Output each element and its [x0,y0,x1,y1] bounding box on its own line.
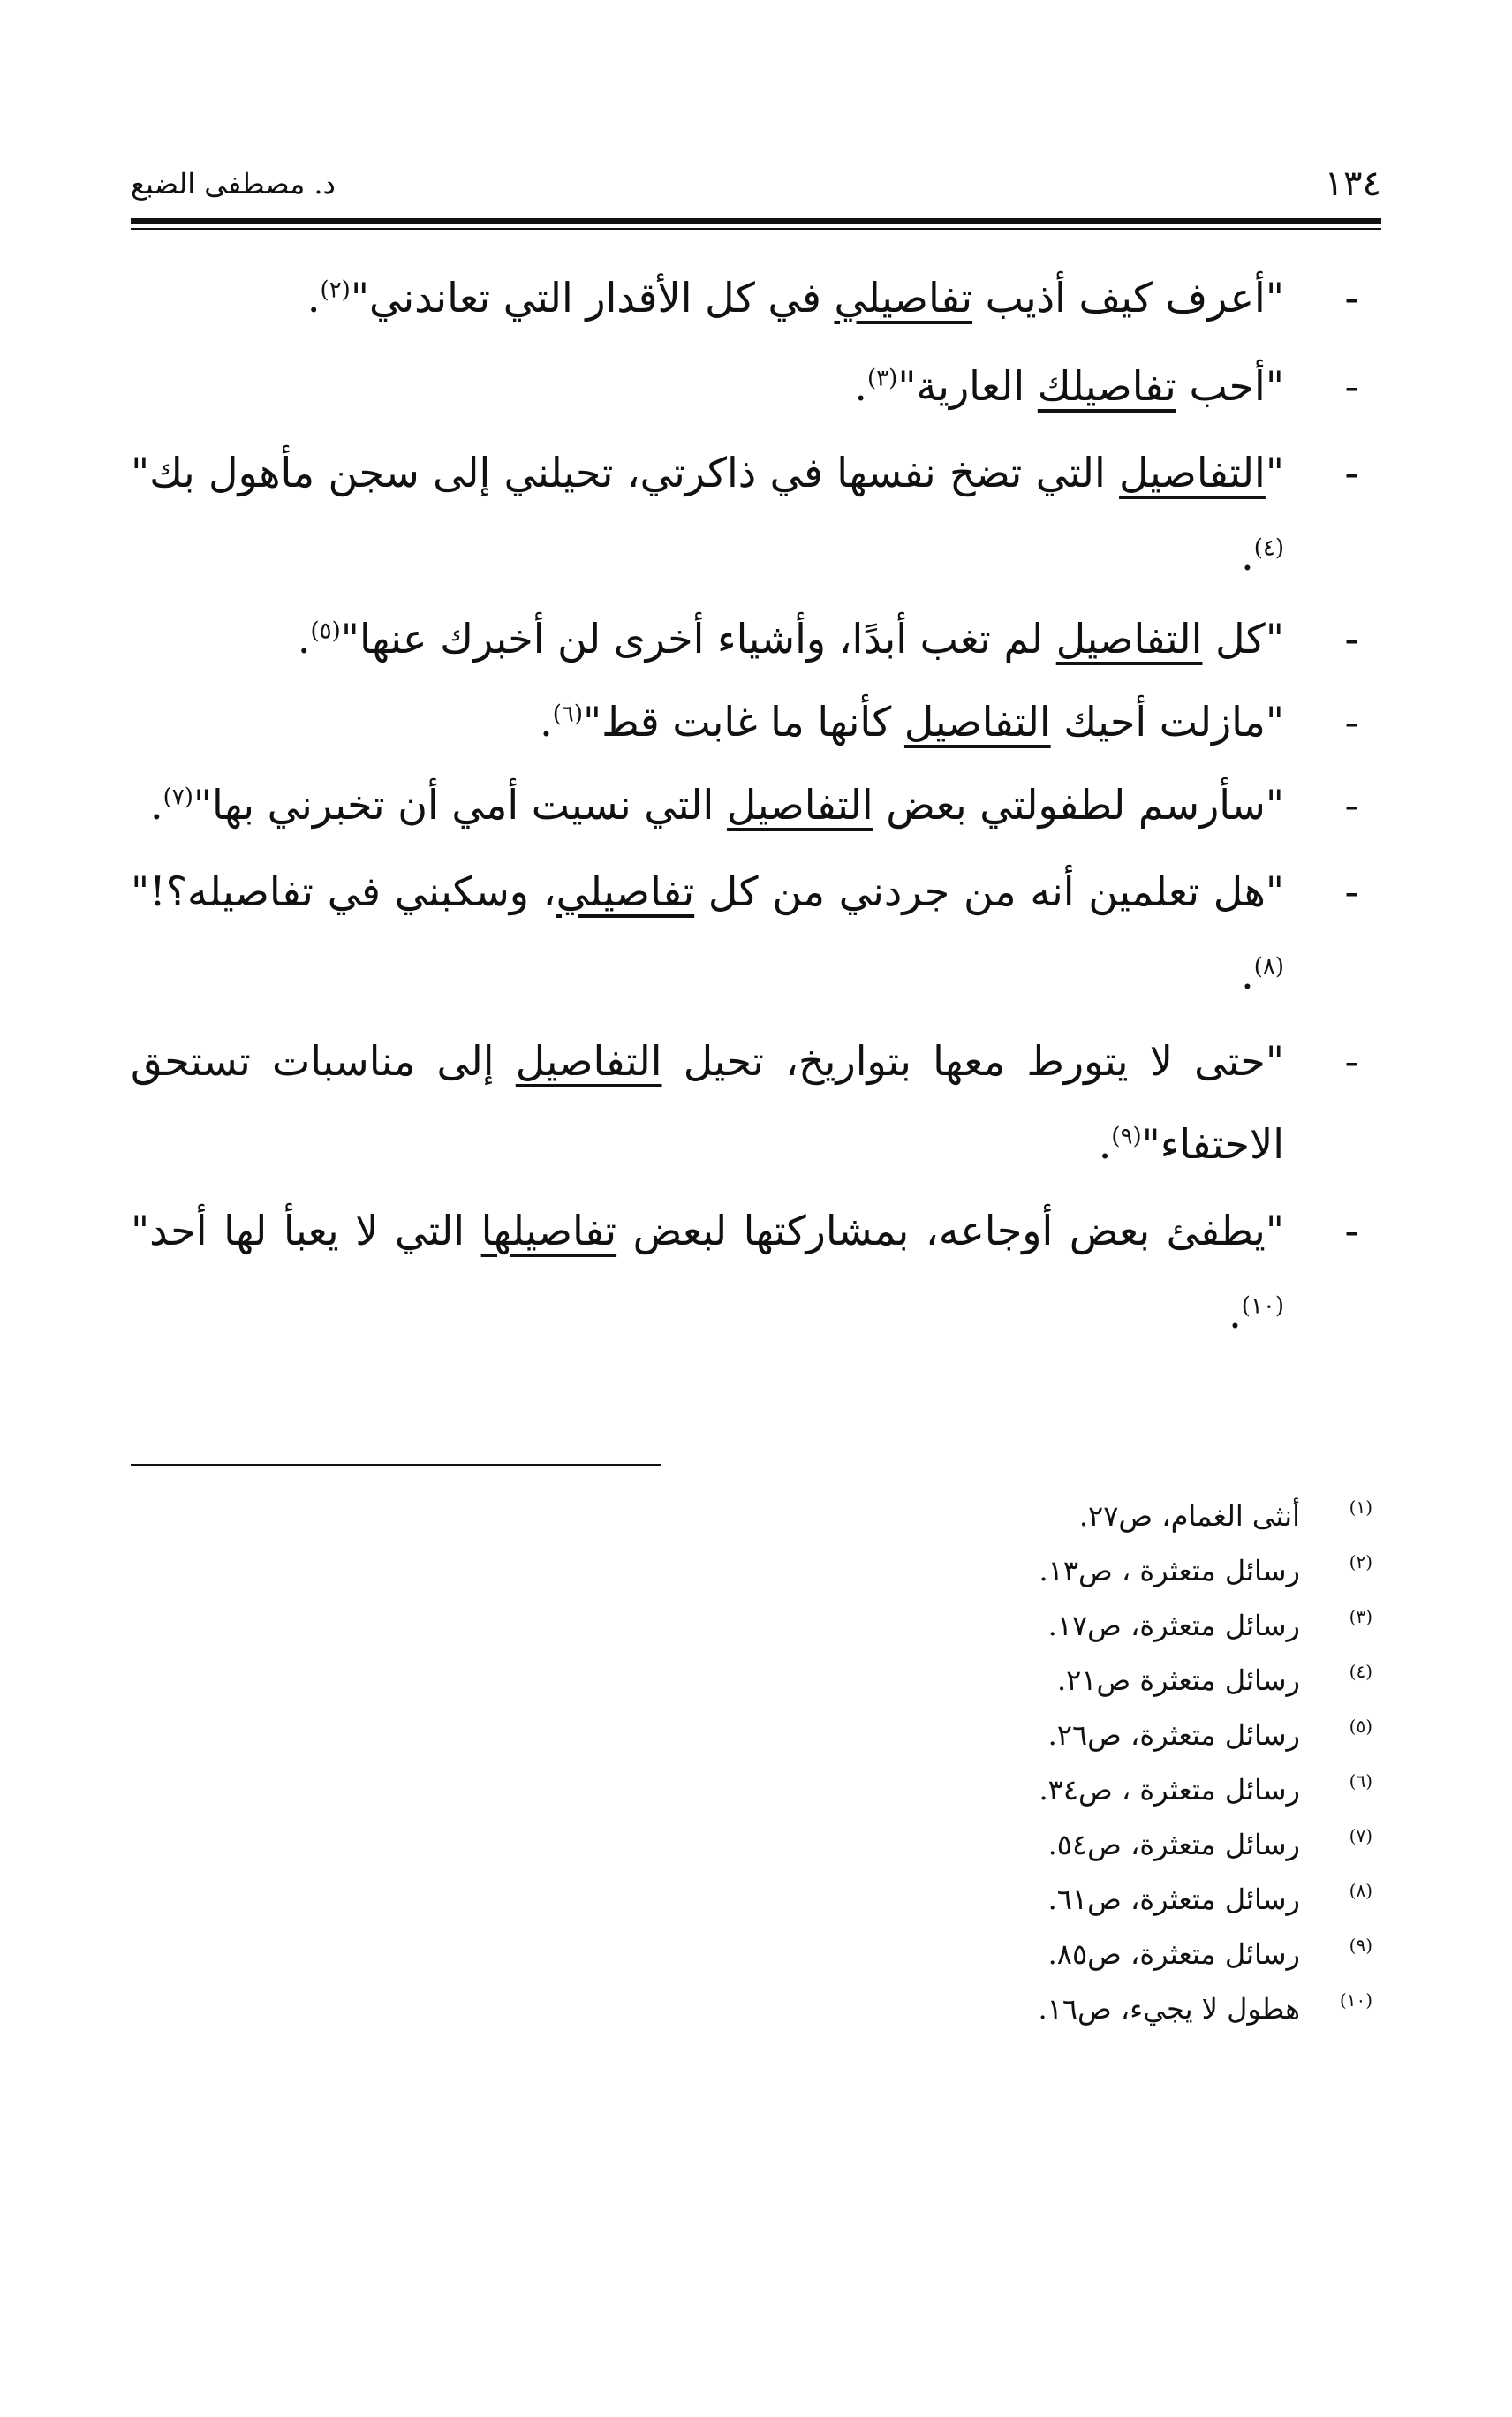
quote-text: التي لا يعبأ لها أحد" [131,1207,481,1254]
footnote-number: (١) [1349,1496,1372,1518]
quote-end: . [854,362,868,410]
footnote-ref: (٤) [1253,534,1284,562]
quote-dash: - [1344,362,1358,410]
footnote [131,1708,1381,1762]
footnote-number: (٤) [1349,1661,1372,1682]
quote-text: "سأرسم لطفولتي بعض [873,781,1284,829]
footnote-text: رسائل متعثرة ، ص١٣. [1039,1554,1300,1587]
quote-end: . [306,274,321,322]
quote-text: "كل [1202,615,1284,663]
footnote-text: رسائل متعثرة ص٢١. [1056,1663,1300,1697]
footnote-text: هطول لا يجيء، ص١٦. [1038,1992,1300,2026]
footnote-number: (٥) [1349,1716,1372,1737]
quote-text: في كل الأقدار التي تعاندني" [350,274,835,322]
quote-text: "هل تعلمين أنه من جردني من كل [694,868,1284,915]
footnote [131,1872,1381,1927]
quote-item [131,850,1381,1016]
footnote-number: (٨) [1349,1880,1372,1901]
running-header [131,157,1381,210]
quote-text: العارية" [897,362,1038,410]
footnote-text: رسائل متعثرة، ص٢٦. [1047,1718,1300,1752]
quote-underlined-word: التفاصيل [1119,449,1266,496]
quote-end: . [149,781,163,829]
quote-text: "يطفئ بعض أوجاعه، بمشاركتها لبعض [616,1207,1284,1254]
quote-item [131,680,1381,763]
footnote-ref: (١٠) [1241,1292,1284,1320]
page-number: ١٣٤ [1324,163,1381,204]
footnote-text: أنثى الغمام، ص٢٧. [1078,1499,1300,1533]
footnote [131,1762,1381,1817]
footnote-number: (٦) [1349,1770,1372,1792]
footnote [131,1927,1381,1981]
footnote [131,1653,1381,1708]
quote-text: كأنها ما غابت قط" [582,698,904,746]
quote-item [131,1189,1381,1355]
quote-text: "حتى لا يتورط معها بتواريخ، تحيل [662,1037,1284,1085]
footnote-list [131,1489,1381,2036]
quote-underlined-word: تفاصيلها [480,1207,617,1254]
quote-dash: - [1344,449,1358,496]
footnote-number: (٢) [1349,1551,1372,1572]
footnote-number: (١٠) [1339,1989,1372,2011]
quote-underlined-word: تفاصيلي [834,274,973,322]
quote-text: "أحب [1176,362,1284,410]
footnote-text: رسائل متعثرة، ص٨٥. [1047,1937,1300,1971]
quote-end: . [1228,1290,1242,1337]
quote-list [131,256,1381,1355]
footnote-ref: (٢) [320,277,351,304]
footnote-separator [131,1464,661,1466]
quote-text: " [1265,449,1284,496]
footnote-number: (٣) [1349,1606,1372,1627]
quote-item [131,763,1381,846]
footnote-text: رسائل متعثرة ، ص٣٤. [1039,1773,1300,1807]
footnote [131,1489,1381,1543]
quote-text: التي نسيت أمي أن تخبرني بها" [193,781,727,829]
quote-dash: - [1344,1037,1358,1085]
quote-dash: - [1344,698,1358,746]
quote-dash: - [1344,1207,1358,1254]
footnote-ref: (٥) [310,618,341,645]
quote-text: لم تغب أبدًا، وأشياء أخرى لن أخبرك عنها" [340,615,1056,663]
footnote [131,1817,1381,1872]
quote-text: "أعرف كيف أذيب [972,274,1284,322]
footnote-ref: (٩) [1111,1123,1142,1150]
quote-underlined-word: تفاصيلك [1037,362,1176,410]
quote-item [131,256,1381,339]
quote-underlined-word: تفاصيلي [556,868,695,915]
footnote [131,1598,1381,1653]
footnote-ref: (٨) [1253,953,1284,981]
quote-underlined-word: التفاصيل [1055,615,1203,663]
quote-end: . [1241,951,1254,998]
footnote [131,1543,1381,1598]
quote-underlined-word: التفاصيل [903,698,1051,746]
quote-item [131,345,1381,428]
header-author: د. مصطفى الضبع [131,167,336,201]
footnote-text: رسائل متعثرة، ص٥٤. [1047,1828,1300,1861]
quote-text: ، وسكبني في تفاصيله؟!" [131,868,556,915]
quote-underlined-word: التفاصيل [726,781,873,829]
quote-end: . [540,698,553,746]
quote-dash: - [1344,615,1358,663]
quote-end: . [1241,532,1254,580]
footnote-ref: (٦) [552,701,583,728]
footnote-ref: (٣) [867,365,898,392]
footnote-number: (٧) [1349,1825,1372,1846]
quote-underlined-word: التفاصيل [515,1037,662,1085]
header-rule-thin [131,228,1381,230]
quote-dash: - [1344,274,1358,322]
quote-item [131,431,1381,597]
header-rule-thick [131,218,1381,224]
quote-item [131,597,1381,680]
quote-text: التي تضخ نفسها في ذاكرتي، تحيلني إلى سجن مأهول بك" [131,449,1120,496]
quote-end: . [297,615,311,663]
quote-dash: - [1344,781,1358,829]
quote-item [131,1019,1381,1186]
footnote-number: (٩) [1349,1935,1372,1956]
footnote-text: رسائل متعثرة، ص٦١. [1047,1883,1300,1916]
quote-end: . [1098,1120,1112,1168]
quote-dash: - [1344,868,1358,915]
quote-text: إلى مناسبات تستحق الاحتفاء" [131,1037,1284,1168]
footnote-ref: (٧) [163,784,193,811]
footnote-text: رسائل متعثرة، ص١٧. [1047,1609,1300,1642]
footnote [131,1981,1381,2036]
quote-text: "مازلت أحيك [1050,698,1284,746]
